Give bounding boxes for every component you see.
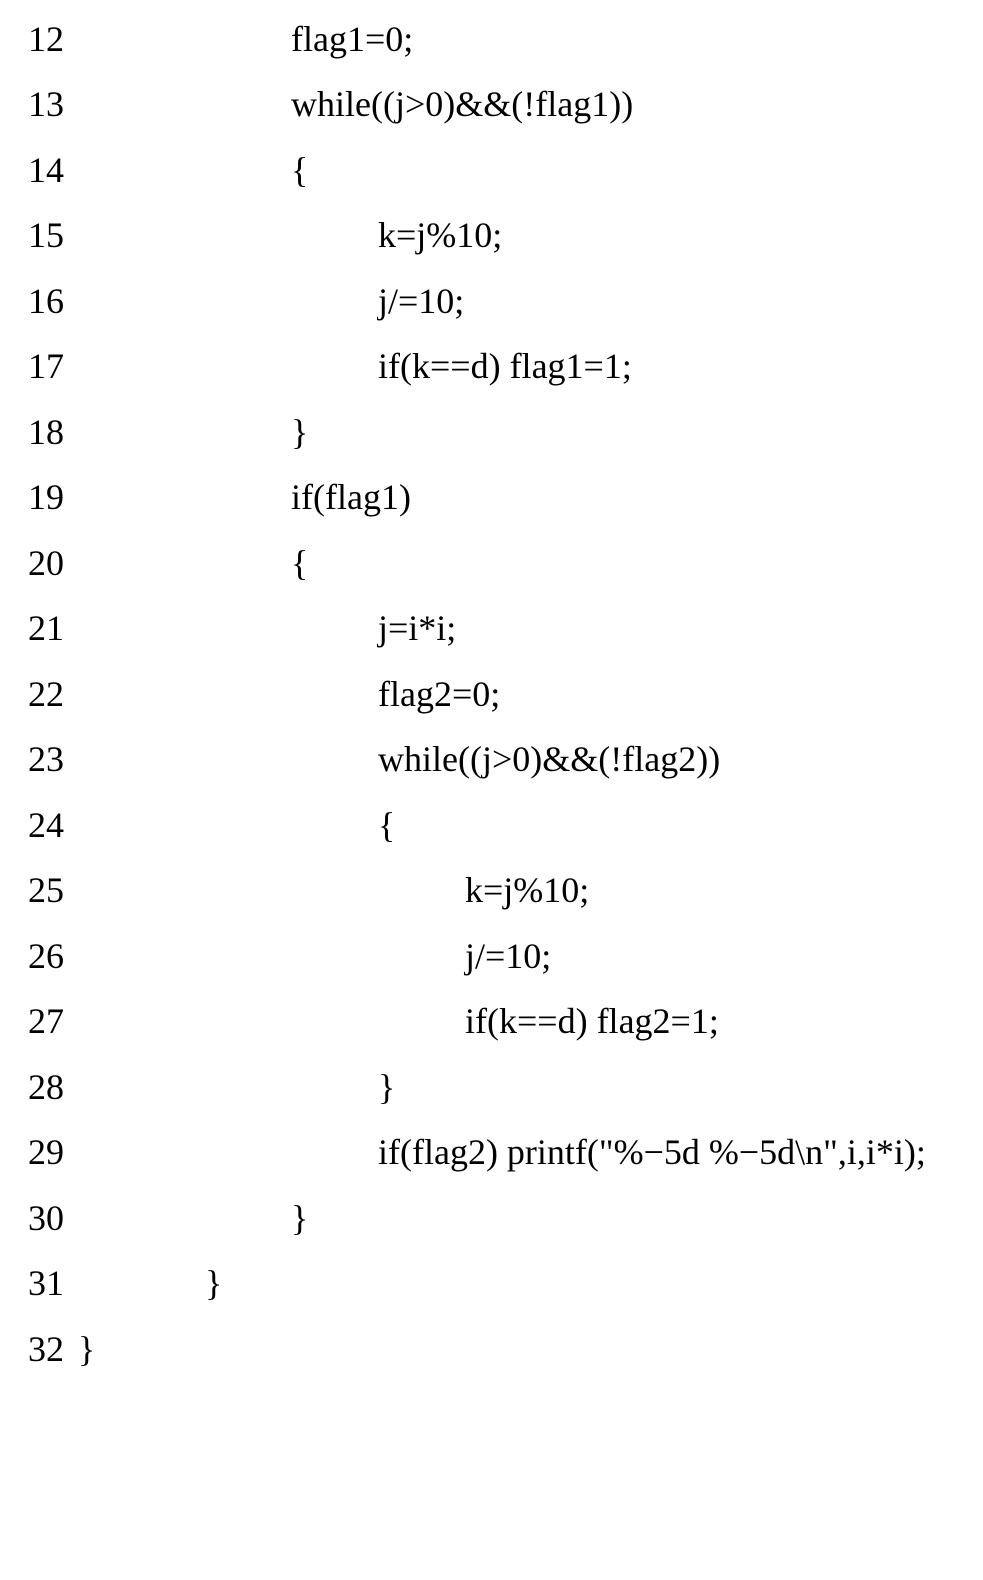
code-text: }	[78, 1329, 96, 1369]
line-number: 23	[28, 739, 64, 779]
code-text: {	[291, 150, 309, 190]
code-text: k=j%10;	[465, 870, 590, 910]
code-line	[0, 1054, 983, 1120]
code-text: {	[378, 805, 396, 845]
code-line	[0, 595, 983, 661]
code-text: flag1=0;	[291, 19, 414, 59]
code-line	[0, 1185, 983, 1251]
code-text: if(k==d) flag1=1;	[378, 346, 632, 386]
code-line	[0, 333, 983, 399]
code-line	[0, 530, 983, 596]
line-number: 29	[28, 1132, 64, 1172]
code-text: j=i*i;	[378, 608, 457, 648]
code-text: }	[291, 412, 309, 452]
line-number: 17	[28, 346, 64, 386]
code-text: j/=10;	[465, 936, 552, 976]
code-line	[0, 1250, 983, 1316]
line-number: 12	[28, 19, 64, 59]
code-text: }	[205, 1263, 223, 1303]
code-text: {	[291, 543, 309, 583]
code-text: flag2=0;	[378, 674, 501, 714]
line-number: 24	[28, 805, 64, 845]
code-line	[0, 857, 983, 923]
line-number: 32	[28, 1329, 64, 1369]
code-line	[0, 399, 983, 465]
code-text: if(k==d) flag2=1;	[465, 1001, 719, 1041]
code-line	[0, 661, 983, 727]
line-number: 25	[28, 870, 64, 910]
code-line	[0, 726, 983, 792]
line-number: 18	[28, 412, 64, 452]
line-number: 14	[28, 150, 64, 190]
code-line	[0, 202, 983, 268]
line-number: 21	[28, 608, 64, 648]
code-text: if(flag1)	[291, 477, 411, 517]
code-text: k=j%10;	[378, 215, 503, 255]
code-text: }	[291, 1198, 309, 1238]
line-number: 20	[28, 543, 64, 583]
code-line	[0, 792, 983, 858]
code-text: if(flag2) printf("%−5d %−5d\n",i,i*i);	[378, 1132, 926, 1172]
code-text: while((j>0)&&(!flag1))	[291, 84, 634, 124]
line-number: 26	[28, 936, 64, 976]
line-number: 31	[28, 1263, 64, 1303]
code-text: while((j>0)&&(!flag2))	[378, 739, 721, 779]
code-line	[0, 71, 983, 137]
line-number: 15	[28, 215, 64, 255]
line-number: 16	[28, 281, 64, 321]
line-number: 22	[28, 674, 64, 714]
code-text: j/=10;	[378, 281, 465, 321]
code-line	[0, 137, 983, 203]
line-number: 19	[28, 477, 64, 517]
line-number: 13	[28, 84, 64, 124]
line-number: 27	[28, 1001, 64, 1041]
code-line	[0, 923, 983, 989]
code-text: }	[378, 1067, 396, 1107]
code-line	[0, 988, 983, 1054]
code-line	[0, 6, 983, 72]
code-line	[0, 1316, 983, 1382]
code-line	[0, 268, 983, 334]
code-line	[0, 1119, 983, 1185]
line-number: 30	[28, 1198, 64, 1238]
line-number: 28	[28, 1067, 64, 1107]
code-line	[0, 464, 983, 530]
